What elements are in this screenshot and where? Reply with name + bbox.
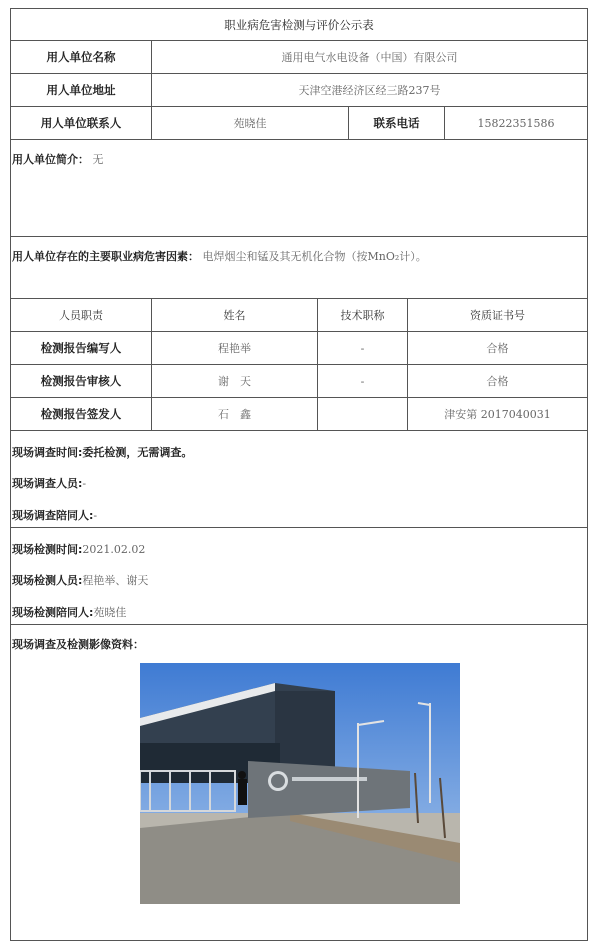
survey-escort [12,507,97,523]
table-row [11,398,587,431]
name-cell: 石 鑫 [151,398,317,430]
company-name-row [11,41,587,74]
survey-escort-value: - [93,509,98,522]
hazards-line [12,248,427,264]
inspection-escort-value: 苑晓佳 [93,606,127,619]
site-photo [140,663,460,904]
inspection-time-label: 现场检测时间: [12,543,83,556]
survey-time-label: 现场调查时间: [12,446,83,459]
phone-label: 联系电话 [348,107,444,139]
inspection-time [12,541,145,557]
hazards-value: 电焊烟尘和锰及其无机化合物（按MnO₂计）。 [202,250,427,263]
header-role: 人员职责 [59,309,103,322]
contact-value: 苑晓佳 [151,107,348,139]
person [238,779,247,805]
company-address-value: 天津空港经济区经三路237号 [151,74,587,106]
table-row [11,332,587,365]
company-address-row [11,74,587,107]
inspection-block [11,528,587,625]
survey-staff-value: - [82,477,87,490]
survey-staff [12,475,86,491]
media-label: 现场调查及检测影像资料： [12,638,144,651]
header-cert: 资质证书号 [407,299,587,331]
survey-time-value: 委托检测，无需调查。 [82,446,193,459]
title-cell: - [317,365,407,397]
company-name-value: 通用电气水电设备（中国）有限公司 [151,41,587,73]
inspection-staff-value: 程艳举、谢天 [82,574,149,587]
cert-cell: 合格 [407,365,587,397]
inspection-escort-label: 现场检测陪同人: [12,606,94,619]
inspection-escort [12,604,126,620]
company-address-label: 用人单位地址 [46,83,116,97]
media-line [12,636,144,652]
phone-value: 15822351586 [444,107,587,139]
contact-label: 用人单位联系人 [40,116,122,130]
survey-escort-label: 现场调查陪同人: [12,509,94,522]
hazards-row [11,237,587,299]
disclosure-form [10,8,588,941]
profile-value: 无 [92,153,104,166]
name-cell: 程艳举 [151,332,317,364]
company-name-label: 用人单位名称 [46,50,116,64]
profile-label: 用人单位简介： [12,153,89,166]
header-name: 姓名 [151,299,317,331]
name-cell: 谢 天 [151,365,317,397]
cert-cell: 津安第 2017040031 [407,398,587,430]
inspection-time-value: 2021.02.02 [82,543,146,556]
building-side [275,691,335,773]
role-cell: 检测报告编写人 [40,341,122,355]
cert-cell: 合格 [407,332,587,364]
inspection-staff [12,572,148,588]
table-row [11,365,587,398]
title-row [11,9,587,41]
profile-line [12,151,104,167]
ge-logo-inner [271,774,285,788]
entrance-wall [248,761,410,818]
survey-staff-label: 现场调查人员: [12,477,83,490]
hazards-label: 用人单位存在的主要职业病危害因素： [12,250,199,263]
inspection-staff-label: 现场检测人员: [12,574,83,587]
role-cell: 检测报告审核人 [40,374,122,388]
title-cell: - [317,332,407,364]
header-title: 技术职称 [317,299,407,331]
role-cell: 检测报告签发人 [40,407,122,421]
personnel-header-row [11,299,587,332]
page-title: 职业病危害检测与评价公示表 [224,17,374,32]
wall-lettering [292,777,367,781]
company-contact-row [11,107,587,140]
survey-block [11,431,587,528]
survey-time [12,444,192,460]
profile-row [11,140,587,237]
title-cell [317,398,407,430]
